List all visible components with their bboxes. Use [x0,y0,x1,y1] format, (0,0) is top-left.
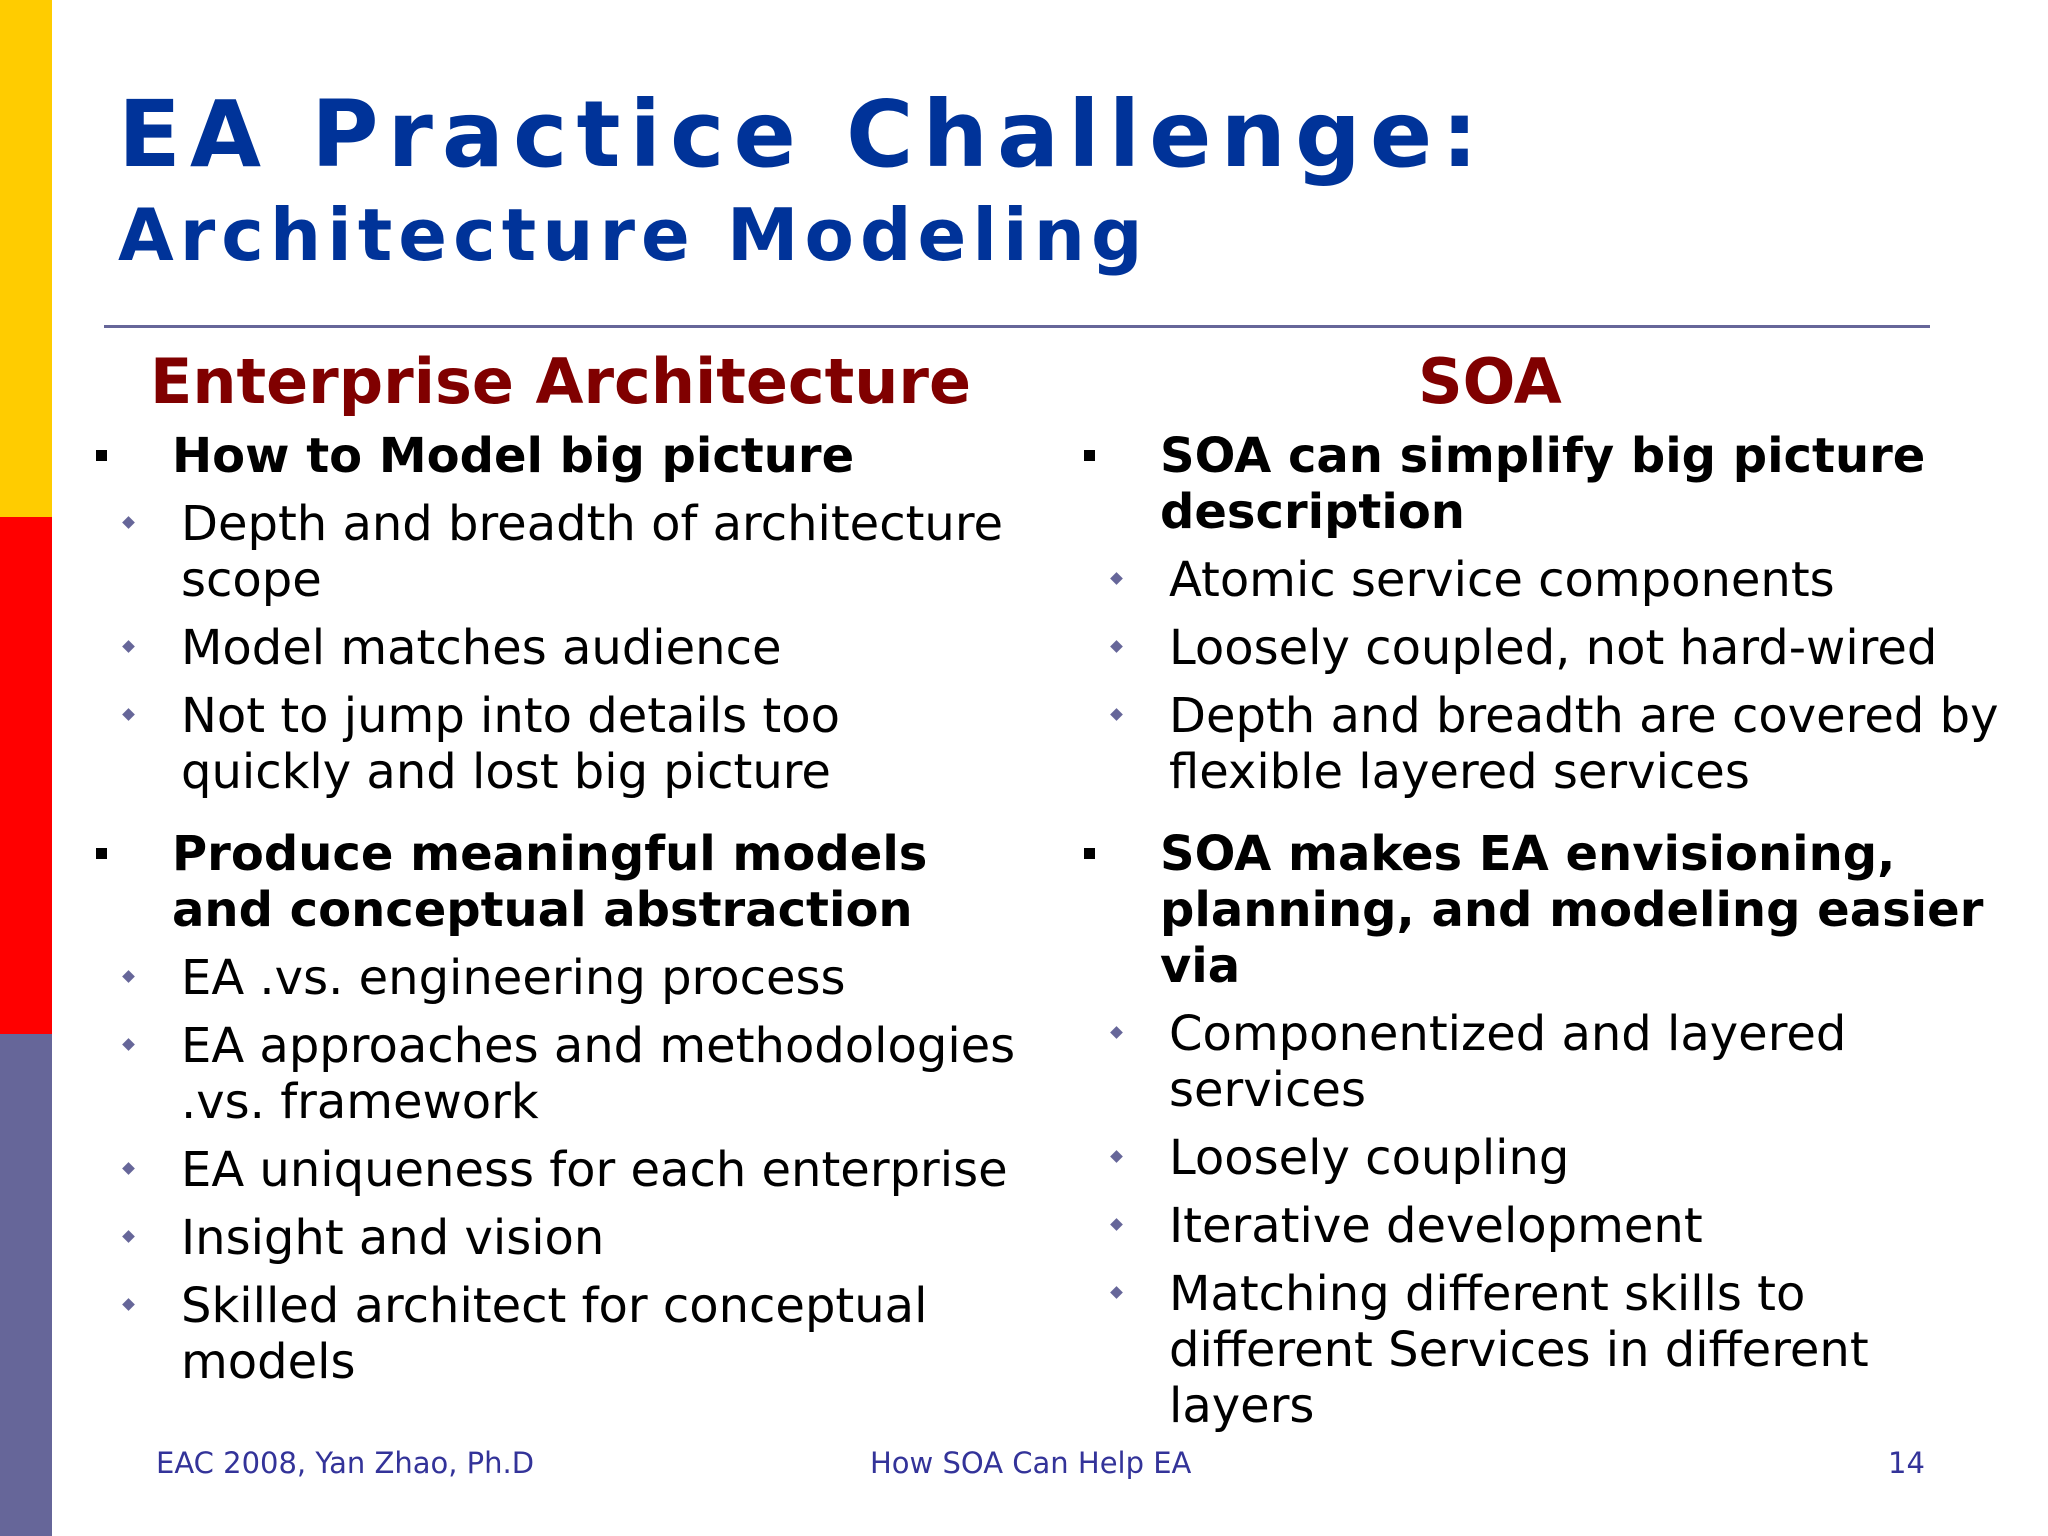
sub-bullet-item [1080,1198,2020,1254]
sub-bullet-text: Not to jump into details too quickly and lost big picture [181,688,840,800]
bullet-text: How to Model big picture [172,428,855,484]
title-divider [104,325,1930,328]
sub-bullet-text: Depth and breadth are covered by flexible layered services [1169,688,1999,800]
bullet-text: Produce meaningful models and conceptual abstraction [172,826,928,938]
square-bullet-icon [1084,450,1095,461]
sub-bullet-text: Insight and vision [181,1210,605,1266]
sub-bullet-list [1080,1006,2020,1434]
diamond-bullet-icon [1110,640,1123,653]
left-column-heading: Enterprise Architecture [150,345,972,418]
bullet-item [92,428,1022,484]
accent-bar-slate [0,1034,52,1536]
diamond-bullet-icon [122,1230,135,1243]
diamond-bullet-icon [122,640,135,653]
sub-bullet-item [1080,620,2020,676]
bullet-text: SOA can simplify big picture description [1160,428,1926,540]
slide-title: EA Practice Challenge: [118,81,1488,188]
sub-bullet-item [1080,1130,2020,1186]
sub-bullet-item [92,688,1022,800]
sub-bullet-item [92,1142,1022,1198]
diamond-bullet-icon [1110,1218,1123,1231]
sub-bullet-text: Iterative development [1169,1198,1703,1254]
sub-bullet-text: EA .vs. engineering process [181,950,846,1006]
left-column [92,428,1022,1416]
diamond-bullet-icon [1110,708,1123,721]
square-bullet-icon [96,848,107,859]
sub-bullet-list [92,496,1022,800]
footer-author: EAC 2008, Yan Zhao, Ph.D [156,1446,535,1480]
page-number: 14 [1888,1446,1925,1480]
sub-bullet-text: Skilled architect for conceptual models [181,1278,928,1390]
sub-bullet-text: Componentized and layered services [1169,1006,1847,1118]
sub-bullet-item [1080,552,2020,608]
square-bullet-icon [1084,848,1095,859]
diamond-bullet-icon [122,1038,135,1051]
sub-bullet-list [92,950,1022,1390]
diamond-bullet-icon [1110,572,1123,585]
right-column-heading: SOA [1418,345,1562,418]
sub-bullet-item [92,1278,1022,1390]
right-column [1080,428,2020,1460]
sub-bullet-item [92,950,1022,1006]
bullet-item [1080,428,2020,540]
sub-bullet-text: EA approaches and methodologies .vs. framework [181,1018,1016,1130]
bullet-text: SOA makes EA envisioning, planning, and modeling easier via [1160,826,1984,994]
sub-bullet-text: Model matches audience [181,620,782,676]
diamond-bullet-icon [122,516,135,529]
slide-subtitle: Architecture Modeling [118,193,1149,277]
diamond-bullet-icon [122,1298,135,1311]
sub-bullet-item [92,1018,1022,1130]
accent-bar-red [0,517,52,1034]
sub-bullet-text: Depth and breadth of architecture scope [181,496,1004,608]
square-bullet-icon [96,450,107,461]
sub-bullet-text: Atomic service components [1169,552,1835,608]
diamond-bullet-icon [1110,1286,1123,1299]
sub-bullet-item [1080,688,2020,800]
diamond-bullet-icon [122,970,135,983]
accent-bar-yellow [0,0,52,517]
bullet-item [92,826,1022,938]
sub-bullet-item [92,496,1022,608]
diamond-bullet-icon [1110,1026,1123,1039]
sub-bullet-text: Matching different skills to different Services in different layers [1169,1266,1869,1434]
diamond-bullet-icon [1110,1150,1123,1163]
diamond-bullet-icon [122,708,135,721]
sub-bullet-item [92,1210,1022,1266]
sub-bullet-item [92,620,1022,676]
footer-presentation-title: How SOA Can Help EA [870,1446,1192,1480]
sub-bullet-text: Loosely coupling [1169,1130,1570,1186]
sub-bullet-text: EA uniqueness for each enterprise [181,1142,1008,1198]
bullet-item [1080,826,2020,994]
sub-bullet-text: Loosely coupled, not hard-wired [1169,620,1938,676]
sub-bullet-item [1080,1006,2020,1118]
diamond-bullet-icon [122,1162,135,1175]
sub-bullet-list [1080,552,2020,800]
sub-bullet-item [1080,1266,2020,1434]
